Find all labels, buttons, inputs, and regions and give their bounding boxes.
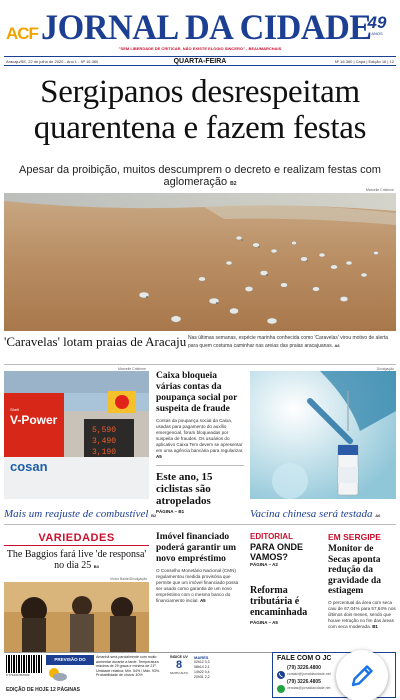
lead-caption xyxy=(188,335,396,350)
variedades-section[interactable] xyxy=(4,532,149,572)
story-divider xyxy=(156,465,244,466)
gas-caption-text: Mais um reajuste de combustível xyxy=(4,508,149,520)
lead-caption-page: A6 xyxy=(334,343,340,348)
section-divider-2 xyxy=(4,524,396,525)
band-photo-credit: Victor Balde/Divulgação xyxy=(110,577,148,581)
variedades-headline xyxy=(4,549,149,572)
vaccine-caption-text: Vacina chinesa será testada xyxy=(250,508,373,520)
band-image xyxy=(4,582,149,652)
gas-station-image xyxy=(4,371,149,499)
imovel-story[interactable] xyxy=(156,532,244,604)
lead-caption-text: Nas últimas semanas, espécie marinha conhecida como 'Caravelas' virou motivo de alerta para quem costuma caminhar nas areias das praias aracajuanas. xyxy=(188,335,389,349)
gas-caption[interactable] xyxy=(4,508,156,520)
masthead-motto: "SEM LIBERDADE DE CRITICAR, NÃO EXISTE ELOGIO SINCERO" - BEAUMARCHAIS xyxy=(118,46,282,51)
anniversary-seal xyxy=(360,14,394,48)
dateline-left: Aracaju/SE, 22 de julho de 2020 - Ano L - Nº 16.360 xyxy=(6,59,99,64)
weather-text: Amanhã será parcialmente com muito aumentar durante a tarde. Temperatura máxima de 29 graus e mínima de 21º. Umidade relativa: Mín. 54% / Máx. 93%. Probabilidade de chuva: 40% xyxy=(96,655,161,678)
uv-desc: MUITO ALTO xyxy=(170,671,188,675)
shell-text: Shell xyxy=(10,407,19,412)
tides-box xyxy=(194,655,234,680)
sun-cloud-icon xyxy=(46,666,68,687)
vaccine-caption-page: A6 xyxy=(375,513,381,518)
phone-1[interactable]: (79) 3226.4800 xyxy=(287,665,321,671)
lead-subhead-text: Apesar da proibição, muitos descumprem o decreto e realizam festas com aglomeração xyxy=(19,164,381,188)
editorial-box[interactable] xyxy=(250,532,322,567)
imovel-page: A5 xyxy=(199,598,206,603)
poupanca-body xyxy=(156,418,244,460)
poupanca-page: A5 xyxy=(156,454,162,459)
lead-subhead xyxy=(4,164,396,188)
dateline xyxy=(4,56,396,66)
poupanca-headline: Caixa bloqueia várias contas da poupança social por suspeita de fraude xyxy=(156,371,238,414)
gas-station-photo[interactable] xyxy=(4,371,149,499)
variedades-headline-text: The Baggios fará live 'de responsa' no dia 25 xyxy=(6,549,147,571)
acf-logo: ACF xyxy=(6,24,38,43)
gas-caption-page: B2 xyxy=(151,513,157,518)
phone-1-label: contato@jornaldacidade.net xyxy=(287,672,331,676)
beach-photo-image xyxy=(4,193,396,331)
vaccine-caption[interactable] xyxy=(250,508,380,520)
sergipe-page: B1 xyxy=(372,623,378,629)
tides-label: MARÉS xyxy=(194,655,209,660)
price-3: 3,190 xyxy=(92,448,117,457)
reforma-page: PÁGINA – A5 xyxy=(250,620,278,625)
newspaper-title: JORNAL DA CIDADE xyxy=(41,7,372,47)
uv-value: 8 xyxy=(175,659,183,671)
phone-2-label: vendas@jornaldacidade.net xyxy=(287,686,331,690)
variedades-tag: VARIEDADES xyxy=(4,532,149,546)
tide-row-1: 02h12 0,3 xyxy=(194,660,210,664)
vaccine-image xyxy=(250,371,396,499)
sergipe-tag: EM SERGIPE xyxy=(328,532,381,542)
tide-row-4: 20h31 2,2 xyxy=(194,675,210,679)
anniversary-number: 49 xyxy=(367,13,387,32)
imovel-headline: Imóvel financiado poderá garantir um novo empréstimo xyxy=(156,532,237,564)
price-1: 5,590 xyxy=(92,426,117,435)
dateline-right: Nº 16.360 | Capa | Edição 16 | 12 xyxy=(334,59,394,64)
edition-pages: EDIÇÃO DE HOJE 12 PÁGINAS xyxy=(6,687,80,693)
lead-subhead-page: B2 xyxy=(230,181,237,187)
lead-photo-credit: Marcelle Cristinne xyxy=(365,188,394,192)
beach-photo[interactable] xyxy=(4,193,396,331)
section-divider xyxy=(4,364,396,365)
imovel-body xyxy=(156,568,244,604)
ciclistas-headline: Este ano, 15 ciclistas são atropelados xyxy=(156,471,213,507)
tide-row-3: 14h22 0,4 xyxy=(194,670,210,674)
pencil-icon xyxy=(336,650,388,700)
poupanca-body-text: Contas da poupança social da Caixa, usadas para pagamento do auxílio emergencial, foram bloqueadas por suspeita de fraudes. Os usuários do aplicativo Caixa Tem devem se apresentar em uma agência bancária para regularizar. xyxy=(156,418,244,453)
sergipe-headline: Monitor de Secas aponta redução da gravidade da estiagem xyxy=(328,544,382,596)
whatsapp-icon xyxy=(277,680,285,698)
barcode xyxy=(6,655,42,673)
editorial-tag: EDITORIAL xyxy=(250,532,293,541)
lead-headline[interactable]: Sergipanos desrespeitam quarentena e fazem festas xyxy=(33,74,367,146)
tide-row-2: 08h14 2,1 xyxy=(194,665,210,669)
imovel-body-text: O Conselho Monetário Nacional (CMN) regulamentou medida provisória que permite que um imóvel financiado possa ser usado como garantia de um novo empréstimo com o mesmo banco do financiamento inicial. xyxy=(156,568,239,603)
variedades-page: B3 xyxy=(93,564,99,569)
vaccine-photo-credit: Divulgação xyxy=(376,367,394,371)
editorial-page: PÁGINA – A2 xyxy=(250,562,278,567)
masthead xyxy=(0,0,400,56)
ciclistas-page: PÁGINA – B1 xyxy=(156,509,185,514)
sergipe-story[interactable] xyxy=(328,532,396,630)
uv-label: ÍNDICE UV xyxy=(170,655,188,659)
price-2: 3,490 xyxy=(92,437,117,446)
contact-title: FALE COM O JC xyxy=(277,655,332,662)
dateline-day: QUARTA-FEIRA xyxy=(173,58,227,65)
sergipe-body-text: O percentual da área com seca caiu de 67,04% para 57,64% nos últimos dois meses, sendo que houve retração no fim das áreas com seca moderada. xyxy=(328,599,396,629)
vpower-text: V-Power xyxy=(10,413,58,427)
barcode-number: 9 771234 567003 xyxy=(6,673,30,677)
weather-title: PREVISÃO DO TEMPO xyxy=(46,655,94,665)
gas-photo-credit: Marcelle Cristinne xyxy=(118,367,147,371)
reforma-story[interactable] xyxy=(250,585,322,625)
anniversary-label: ANOS xyxy=(371,31,383,36)
uv-box xyxy=(168,655,190,675)
reforma-headline: Reforma tributária é encaminhada xyxy=(250,585,308,618)
phone-2[interactable]: (79) 3226.4805 xyxy=(287,679,321,685)
band-photo[interactable] xyxy=(4,582,149,652)
sergipe-body xyxy=(328,600,396,630)
cosan-text: cosan xyxy=(10,459,48,474)
edit-fab-button[interactable] xyxy=(336,650,388,700)
lead-caption-title[interactable]: 'Caravelas' lotam praias de Aracaju xyxy=(4,334,187,349)
vaccine-photo[interactable] xyxy=(250,371,396,499)
editorial-headline: PARA ONDE VAMOS? xyxy=(250,542,304,562)
poupanca-story[interactable] xyxy=(156,371,244,514)
price-board xyxy=(92,425,116,458)
